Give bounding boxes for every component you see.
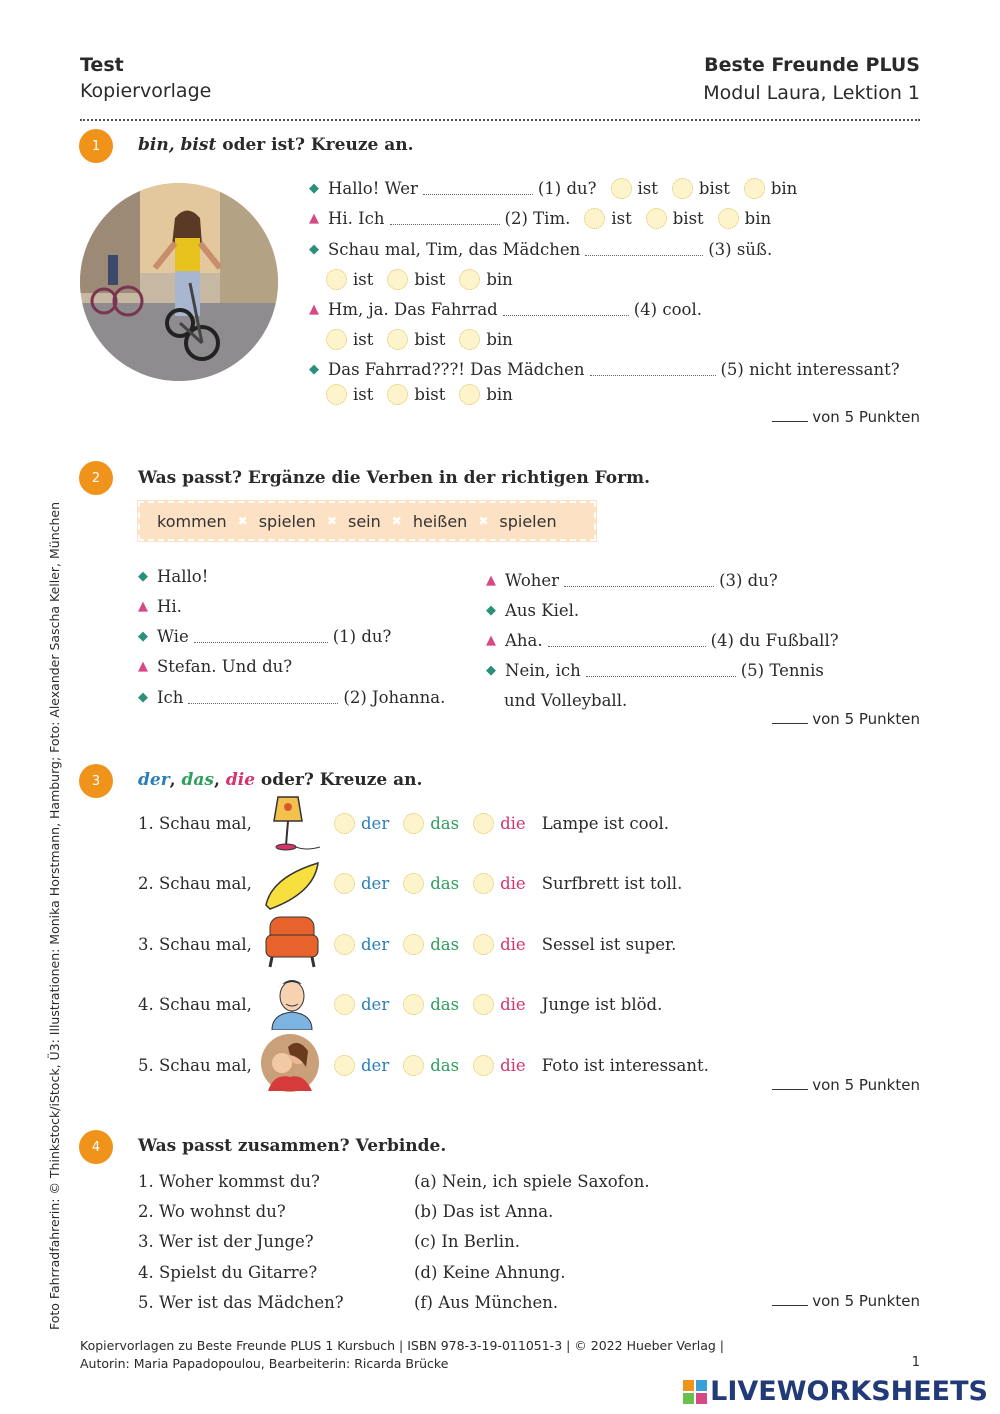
answer-blank-4[interactable] <box>503 302 629 316</box>
ex2-left-1: ◆ Hallo! <box>138 566 209 586</box>
ex1-score: von 5 Punkten <box>772 408 920 426</box>
answer-blank-4[interactable] <box>548 633 706 647</box>
answer-blank-1[interactable] <box>423 181 533 195</box>
ex3-choices-5: der das die Foto ist interessant. <box>334 1052 709 1078</box>
choice-die[interactable] <box>473 994 494 1015</box>
ex1-choices-5: ist bist bin <box>326 381 513 407</box>
ex2-right-3: ▲ Aha. (4) du Fußball? <box>486 630 839 650</box>
ex1-line-1: ◆ Hallo! Wer (1) du? ist bist bin <box>309 178 798 198</box>
ex2-right-2: ◆ Aus Kiel. <box>486 600 580 620</box>
girls-photo <box>260 1033 320 1093</box>
ex1-line-5: ◆ Das Fahrrad???! Das Mädchen (5) nicht interessant? <box>309 359 900 379</box>
choice-ist[interactable] <box>326 384 347 405</box>
ex3-score: von 5 Punkten <box>772 1076 920 1094</box>
choice-der[interactable] <box>334 873 355 894</box>
ex1-line-2: ▲ Hi. Ich (2) Tim. ist bist bin <box>309 208 772 228</box>
question-5[interactable]: 5. Wer ist das Mädchen? <box>138 1292 344 1312</box>
word-chip: kommen <box>157 511 227 531</box>
ex2-score: von 5 Punkten <box>772 710 920 728</box>
diamond-icon: ◆ <box>486 602 496 618</box>
ex2-right-4: ◆ Nein, ich (5) Tennis <box>486 660 824 680</box>
answer-d[interactable]: (d) Keine Ahnung. <box>414 1262 566 1282</box>
ex1-choices-3: ist bist bin <box>326 266 513 292</box>
choice-ist[interactable] <box>326 329 347 350</box>
choice-bin[interactable] <box>459 384 480 405</box>
choice-der[interactable] <box>334 1055 355 1076</box>
ex4-score: von 5 Punkten <box>772 1292 920 1310</box>
surfboard-illustration <box>262 857 322 917</box>
choice-die[interactable] <box>473 813 494 834</box>
ex3-choices-4: der das die Junge ist blöd. <box>334 991 662 1017</box>
answer-blank-1[interactable] <box>194 629 328 643</box>
answer-f[interactable]: (f) Aus München. <box>414 1292 559 1312</box>
ex3-item-2: 2. Schau mal, <box>138 873 252 893</box>
choice-bist[interactable] <box>672 178 693 199</box>
diamond-icon: ◆ <box>138 628 148 644</box>
photo-credit: Foto Fahrradfahrerin: © Thinkstock/iStock, Ü3: Illustrationen: Monika Horstmann, Hamburg; Foto: Alexander Sascha Keller, München <box>47 501 62 1330</box>
choice-bist[interactable] <box>646 208 667 229</box>
diamond-icon: ◆ <box>309 361 319 377</box>
exercise-4-title: Was passt zusammen? Verbinde. <box>138 1136 447 1156</box>
choice-die[interactable] <box>473 934 494 955</box>
answer-b[interactable]: (b) Das ist Anna. <box>414 1201 554 1221</box>
answer-blank-3[interactable] <box>585 242 703 256</box>
word-chip: sein <box>347 511 381 531</box>
ex2-left-4: ▲ Stefan. Und du? <box>138 656 293 676</box>
answer-blank-5[interactable] <box>586 663 736 677</box>
choice-das[interactable] <box>403 994 424 1015</box>
answer-blank-2[interactable] <box>188 690 338 704</box>
choice-das[interactable] <box>403 1055 424 1076</box>
footer-line-1: Kopiervorlagen zu Beste Freunde PLUS 1 Kursbuch | ISBN 978-3-19-011051-3 | © 2022 Hueber Verlag | <box>80 1338 724 1353</box>
ex1-line-3: ◆ Schau mal, Tim, das Mädchen (3) süß. <box>309 239 773 259</box>
ex2-left-5: ◆ Ich (2) Johanna. <box>138 687 446 707</box>
doc-subtitle: Kopiervorlage <box>80 80 212 102</box>
ex2-right-5: und Volleyball. <box>504 690 628 710</box>
diamond-icon: ◆ <box>309 241 319 257</box>
cross-icon: ✖ <box>326 514 337 528</box>
word-chip: spielen <box>499 511 557 531</box>
cross-icon: ✖ <box>478 514 489 528</box>
ex2-left-3: ◆ Wie (1) du? <box>138 626 392 646</box>
score-blank[interactable] <box>772 1078 808 1090</box>
choice-bin[interactable] <box>718 208 739 229</box>
choice-das[interactable] <box>403 873 424 894</box>
exercise-4-number: 4 <box>79 1130 113 1164</box>
ex1-choices-4: ist bist bin <box>326 326 513 352</box>
ex3-choices-2: der das die Surfbrett ist toll. <box>334 870 682 896</box>
doc-type: Test <box>80 54 124 76</box>
choice-der[interactable] <box>334 813 355 834</box>
score-blank[interactable] <box>772 712 808 724</box>
answer-blank-2[interactable] <box>390 211 500 225</box>
ex3-choices-3: der das die Sessel ist super. <box>334 931 676 957</box>
question-2[interactable]: 2. Wo wohnst du? <box>138 1201 286 1221</box>
lesson-label: Modul Laura, Lektion 1 <box>703 82 920 104</box>
word-bank <box>138 501 596 541</box>
footer-line-2: Autorin: Maria Papadopoulou, Bearbeiterin: Ricarda Brücke <box>80 1356 449 1371</box>
diamond-icon: ◆ <box>309 180 319 196</box>
choice-die[interactable] <box>473 873 494 894</box>
cyclist-photo <box>80 183 278 381</box>
armchair-illustration <box>262 913 322 973</box>
answer-blank-5[interactable] <box>590 362 716 376</box>
triangle-icon: ▲ <box>138 658 148 674</box>
book-title: Beste Freunde PLUS <box>704 54 920 76</box>
exercise-2-title: Was passt? Ergänze die Verben in der richtigen Form. <box>138 468 650 488</box>
exercise-1-title: bin, bist oder ist? Kreuze an. <box>138 135 414 155</box>
score-blank[interactable] <box>772 410 808 422</box>
choice-bist[interactable] <box>387 329 408 350</box>
answer-c[interactable]: (c) In Berlin. <box>414 1231 520 1251</box>
choice-das[interactable] <box>403 934 424 955</box>
triangle-icon: ▲ <box>486 632 496 648</box>
answer-a[interactable]: (a) Nein, ich spiele Saxofon. <box>414 1171 650 1191</box>
exercise-1-number: 1 <box>79 129 113 163</box>
ex1-line-4: ▲ Hm, ja. Das Fahrrad (4) cool. <box>309 299 702 319</box>
triangle-icon: ▲ <box>309 301 319 317</box>
choice-bin[interactable] <box>744 178 765 199</box>
lamp-illustration <box>262 795 322 855</box>
answer-blank-3[interactable] <box>564 573 714 587</box>
triangle-icon: ▲ <box>309 210 319 226</box>
choice-das[interactable] <box>403 813 424 834</box>
question-4[interactable]: 4. Spielst du Gitarre? <box>138 1262 318 1282</box>
exercise-3-number: 3 <box>79 764 113 798</box>
triangle-icon: ▲ <box>138 598 148 614</box>
triangle-icon: ▲ <box>486 572 496 588</box>
cross-icon: ✖ <box>237 514 248 528</box>
word-chip: heißen <box>412 511 468 531</box>
ex3-item-3: 3. Schau mal, <box>138 934 252 954</box>
question-3[interactable]: 3. Wer ist der Junge? <box>138 1231 314 1251</box>
ex2-right-1: ▲ Woher (3) du? <box>486 570 778 590</box>
ex3-item-4: 4. Schau mal, <box>138 994 252 1014</box>
choice-bin[interactable] <box>459 329 480 350</box>
diamond-icon: ◆ <box>138 689 148 705</box>
score-blank[interactable] <box>772 1294 808 1306</box>
diamond-icon: ◆ <box>486 662 496 678</box>
liveworksheets-logo[interactable]: LIVEWORKSHEETS <box>683 1376 988 1407</box>
ex3-item-5: 5. Schau mal, <box>138 1055 252 1075</box>
question-1[interactable]: 1. Woher kommst du? <box>138 1171 320 1191</box>
diamond-icon: ◆ <box>138 568 148 584</box>
exercise-2-number: 2 <box>79 461 113 495</box>
word-chip: spielen <box>258 511 316 531</box>
exercise-3-title: der, das, die oder? Kreuze an. <box>138 770 423 790</box>
boy-illustration <box>262 974 322 1034</box>
ex2-left-2: ▲ Hi. <box>138 596 182 616</box>
choice-der[interactable] <box>334 994 355 1015</box>
ex3-item-1: 1. Schau mal, <box>138 813 252 833</box>
choice-die[interactable] <box>473 1055 494 1076</box>
choice-bin[interactable] <box>459 269 480 290</box>
choice-der[interactable] <box>334 934 355 955</box>
cross-icon: ✖ <box>391 514 402 528</box>
page-number: 1 <box>911 1355 920 1370</box>
choice-bist[interactable] <box>387 384 408 405</box>
choice-ist[interactable] <box>611 178 632 199</box>
header-divider <box>80 119 920 121</box>
choice-bist[interactable] <box>387 269 408 290</box>
ex3-choices-1: der das die Lampe ist cool. <box>334 810 669 836</box>
choice-ist[interactable] <box>326 269 347 290</box>
choice-ist[interactable] <box>584 208 605 229</box>
liveworksheets-icon <box>683 1380 707 1404</box>
